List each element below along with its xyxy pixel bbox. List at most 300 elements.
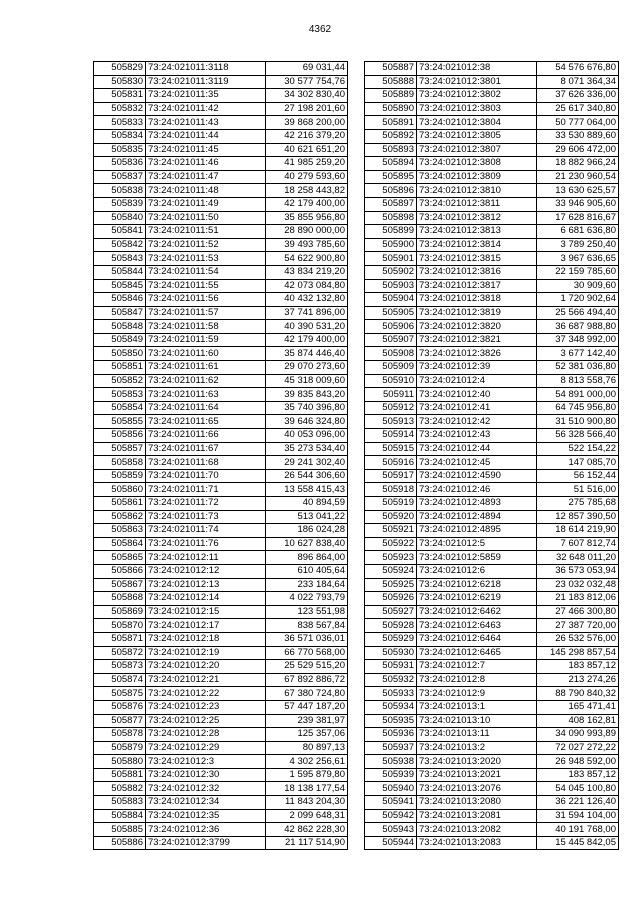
register-table-right	[364, 61, 619, 850]
row-number: 505866	[94, 564, 146, 578]
cadastral-number: 73:24:021013:11	[417, 728, 537, 742]
table-row	[365, 578, 619, 592]
table-row	[94, 197, 348, 211]
cadastral-value: 28 890 000,00	[266, 225, 348, 239]
cadastral-value: 31 510 900,80	[537, 415, 619, 429]
cadastral-value: 36 221 126,40	[537, 796, 619, 810]
cadastral-number: 73:24:021013:2080	[417, 796, 537, 810]
cadastral-value: 513 041,22	[266, 510, 348, 524]
row-number: 505903	[365, 279, 417, 293]
row-number: 505884	[94, 809, 146, 823]
table-row	[94, 265, 348, 279]
cadastral-value: 147 085,70	[537, 456, 619, 470]
row-number: 505877	[94, 714, 146, 728]
table-row	[365, 429, 619, 443]
cadastral-number: 73:24:021012:34	[146, 796, 266, 810]
cadastral-value: 1 595 879,80	[266, 768, 348, 782]
cadastral-value: 4 022 793,79	[266, 592, 348, 606]
table-row	[94, 306, 348, 320]
row-number: 505916	[365, 456, 417, 470]
cadastral-number: 73:24:021011:61	[146, 361, 266, 375]
row-number: 505857	[94, 442, 146, 456]
row-number: 505908	[365, 347, 417, 361]
cadastral-value: 40 279 593,60	[266, 170, 348, 184]
table-row	[94, 157, 348, 171]
cadastral-value: 213 274,26	[537, 673, 619, 687]
table-row	[365, 687, 619, 701]
cadastral-number: 73:24:021011:42	[146, 102, 266, 116]
cadastral-number: 73:24:021012:6219	[417, 592, 537, 606]
row-number: 505923	[365, 551, 417, 565]
table-row	[94, 605, 348, 619]
row-number: 505867	[94, 578, 146, 592]
table-row	[94, 333, 348, 347]
cadastral-value: 8 813 558,76	[537, 374, 619, 388]
table-row	[365, 673, 619, 687]
row-number: 505893	[365, 143, 417, 157]
row-number: 505894	[365, 157, 417, 171]
cadastral-number: 73:24:021011:47	[146, 170, 266, 184]
cadastral-number: 73:24:021012:3809	[417, 170, 537, 184]
table-row	[365, 374, 619, 388]
table-row	[94, 170, 348, 184]
page-number: 4362	[308, 24, 332, 35]
row-number: 505872	[94, 646, 146, 660]
cadastral-number: 73:24:021011:44	[146, 129, 266, 143]
table-row	[94, 741, 348, 755]
table-row	[365, 388, 619, 402]
table-row	[365, 646, 619, 660]
cadastral-number: 73:24:021012:25	[146, 714, 266, 728]
table-row	[365, 116, 619, 130]
table-row	[365, 592, 619, 606]
table-row	[365, 510, 619, 524]
table-row	[365, 102, 619, 116]
cadastral-number: 73:24:021011:64	[146, 401, 266, 415]
cadastral-value: 36 571 036,01	[266, 632, 348, 646]
cadastral-number: 73:24:021012:3808	[417, 157, 537, 171]
cadastral-value: 34 090 993,89	[537, 728, 619, 742]
cadastral-value: 41 985 259,20	[266, 157, 348, 171]
table-row	[94, 836, 348, 850]
row-number: 505837	[94, 170, 146, 184]
row-number: 505936	[365, 728, 417, 742]
table-row	[94, 456, 348, 470]
table-row	[94, 293, 348, 307]
cadastral-value: 35 740 396,80	[266, 401, 348, 415]
cadastral-value: 408 162,81	[537, 714, 619, 728]
cadastral-number: 73:24:021012:3	[146, 755, 266, 769]
cadastral-value: 13 630 625,57	[537, 184, 619, 198]
cadastral-value: 57 447 187,20	[266, 700, 348, 714]
cadastral-value: 64 745 956,80	[537, 401, 619, 415]
table-row	[94, 116, 348, 130]
cadastral-value: 21 117 514,90	[266, 836, 348, 850]
cadastral-value: 40 390 531,20	[266, 320, 348, 334]
cadastral-value: 7 607 812,74	[537, 537, 619, 551]
cadastral-number: 73:24:021011:45	[146, 143, 266, 157]
row-number: 505852	[94, 374, 146, 388]
table-row	[94, 415, 348, 429]
cadastral-value: 2 099 648,31	[266, 809, 348, 823]
cadastral-value: 23 032 032,48	[537, 578, 619, 592]
cadastral-value: 165 471,41	[537, 700, 619, 714]
cadastral-value: 26 948 592,00	[537, 755, 619, 769]
row-number: 505838	[94, 184, 146, 198]
table-row	[365, 551, 619, 565]
row-number: 505862	[94, 510, 146, 524]
cadastral-value: 25 617 340,80	[537, 102, 619, 116]
row-number: 505850	[94, 347, 146, 361]
cadastral-number: 73:24:021012:3803	[417, 102, 537, 116]
row-number: 505918	[365, 483, 417, 497]
cadastral-value: 6 681 636,80	[537, 225, 619, 239]
cadastral-number: 73:24:021011:67	[146, 442, 266, 456]
cadastral-value: 51 516,00	[537, 483, 619, 497]
table-row	[94, 632, 348, 646]
row-number: 505890	[365, 102, 417, 116]
cadastral-number: 73:24:021011:53	[146, 252, 266, 266]
cadastral-value: 37 741 896,00	[266, 306, 348, 320]
row-number: 505845	[94, 279, 146, 293]
cadastral-number: 73:24:021012:4893	[417, 497, 537, 511]
cadastral-number: 73:24:021012:38	[417, 62, 537, 76]
cadastral-number: 73:24:021012:9	[417, 687, 537, 701]
cadastral-number: 73:24:021012:12	[146, 564, 266, 578]
table-row	[94, 89, 348, 103]
table-row	[365, 293, 619, 307]
cadastral-number: 73:24:021012:40	[417, 388, 537, 402]
row-number: 505846	[94, 293, 146, 307]
table-row	[365, 184, 619, 198]
cadastral-number: 73:24:021011:35	[146, 89, 266, 103]
row-number: 505913	[365, 415, 417, 429]
row-number: 505901	[365, 252, 417, 266]
table-row	[365, 62, 619, 76]
table-row	[365, 836, 619, 850]
row-number: 505858	[94, 456, 146, 470]
table-row	[94, 238, 348, 252]
cadastral-value: 275 785,68	[537, 497, 619, 511]
cadastral-number: 73:24:021011:73	[146, 510, 266, 524]
row-number: 505938	[365, 755, 417, 769]
table-row	[94, 225, 348, 239]
cadastral-number: 73:24:021012:4	[417, 374, 537, 388]
table-row	[365, 755, 619, 769]
cadastral-value: 42 216 379,20	[266, 129, 348, 143]
cadastral-value: 29 606 472,00	[537, 143, 619, 157]
table-row	[94, 768, 348, 782]
cadastral-value: 522 154,22	[537, 442, 619, 456]
row-number: 505904	[365, 293, 417, 307]
cadastral-number: 73:24:021012:30	[146, 768, 266, 782]
cadastral-number: 73:24:021012:3821	[417, 333, 537, 347]
row-number: 505870	[94, 619, 146, 633]
row-number: 505900	[365, 238, 417, 252]
table-row	[365, 279, 619, 293]
row-number: 505848	[94, 320, 146, 334]
cadastral-number: 73:24:021012:3826	[417, 347, 537, 361]
cadastral-number: 73:24:021013:2082	[417, 823, 537, 837]
cadastral-value: 233 184,64	[266, 578, 348, 592]
cadastral-value: 40 191 768,00	[537, 823, 619, 837]
cadastral-value: 40 053 096,00	[266, 429, 348, 443]
register-table-left	[93, 61, 348, 850]
cadastral-number: 73:24:021011:58	[146, 320, 266, 334]
row-number: 505929	[365, 632, 417, 646]
row-number: 505863	[94, 524, 146, 538]
row-number: 505907	[365, 333, 417, 347]
table-row	[365, 197, 619, 211]
cadastral-number: 73:24:021011:60	[146, 347, 266, 361]
cadastral-value: 27 387 720,00	[537, 619, 619, 633]
cadastral-value: 35 273 534,40	[266, 442, 348, 456]
table-row	[94, 211, 348, 225]
row-number: 505921	[365, 524, 417, 538]
cadastral-number: 73:24:021011:3118	[146, 62, 266, 76]
row-number: 505915	[365, 442, 417, 456]
cadastral-number: 73:24:021012:11	[146, 551, 266, 565]
table-row	[365, 537, 619, 551]
row-number: 505898	[365, 211, 417, 225]
cadastral-number: 73:24:021012:3817	[417, 279, 537, 293]
table-row	[94, 401, 348, 415]
cadastral-value: 42 073 084,80	[266, 279, 348, 293]
table-row	[365, 823, 619, 837]
row-number: 505849	[94, 333, 146, 347]
row-number: 505879	[94, 741, 146, 755]
cadastral-value: 25 566 494,40	[537, 306, 619, 320]
cadastral-value: 3 967 636,65	[537, 252, 619, 266]
cadastral-value: 11 843 204,30	[266, 796, 348, 810]
table-row	[94, 347, 348, 361]
row-number: 505909	[365, 361, 417, 375]
table-row	[94, 374, 348, 388]
cadastral-number: 73:24:021013:2076	[417, 782, 537, 796]
row-number: 505931	[365, 660, 417, 674]
cadastral-value: 22 159 785,60	[537, 265, 619, 279]
cadastral-number: 73:24:021012:6	[417, 564, 537, 578]
row-number: 505935	[365, 714, 417, 728]
cadastral-number: 73:24:021011:66	[146, 429, 266, 443]
table-row	[94, 700, 348, 714]
cadastral-number: 73:24:021012:3811	[417, 197, 537, 211]
cadastral-value: 32 648 011,20	[537, 551, 619, 565]
cadastral-value: 37 348 992,00	[537, 333, 619, 347]
cadastral-number: 73:24:021012:3807	[417, 143, 537, 157]
table-row	[94, 578, 348, 592]
row-number: 505896	[365, 184, 417, 198]
cadastral-number: 73:24:021012:4895	[417, 524, 537, 538]
row-number: 505829	[94, 62, 146, 76]
row-number: 505933	[365, 687, 417, 701]
row-number: 505932	[365, 673, 417, 687]
cadastral-value: 896 864,00	[266, 551, 348, 565]
row-number: 505883	[94, 796, 146, 810]
cadastral-number: 73:24:021012:36	[146, 823, 266, 837]
table-row	[94, 564, 348, 578]
cadastral-value: 610 405,64	[266, 564, 348, 578]
table-row	[365, 347, 619, 361]
cadastral-value: 26 544 306,60	[266, 469, 348, 483]
cadastral-number: 73:24:021011:52	[146, 238, 266, 252]
cadastral-number: 73:24:021011:72	[146, 497, 266, 511]
row-number: 505860	[94, 483, 146, 497]
table-row	[365, 320, 619, 334]
cadastral-value: 25 529 515,20	[266, 660, 348, 674]
cadastral-number: 73:24:021011:63	[146, 388, 266, 402]
cadastral-number: 73:24:021011:43	[146, 116, 266, 130]
table-row	[94, 646, 348, 660]
cadastral-value: 18 614 219,90	[537, 524, 619, 538]
table-row	[94, 252, 348, 266]
table-row	[365, 605, 619, 619]
cadastral-value: 21 183 812,06	[537, 592, 619, 606]
table-row	[94, 796, 348, 810]
cadastral-value: 33 530 889,60	[537, 129, 619, 143]
row-number: 505924	[365, 564, 417, 578]
row-number: 505871	[94, 632, 146, 646]
cadastral-number: 73:24:021013:2021	[417, 768, 537, 782]
row-number: 505914	[365, 429, 417, 443]
cadastral-number: 73:24:021011:74	[146, 524, 266, 538]
row-number: 505840	[94, 211, 146, 225]
cadastral-value: 54 622 900,80	[266, 252, 348, 266]
cadastral-value: 26 532 576,00	[537, 632, 619, 646]
cadastral-number: 73:24:021012:14	[146, 592, 266, 606]
cadastral-number: 73:24:021011:54	[146, 265, 266, 279]
table-row	[365, 211, 619, 225]
cadastral-number: 73:24:021012:19	[146, 646, 266, 660]
cadastral-number: 73:24:021012:28	[146, 728, 266, 742]
table-row	[94, 279, 348, 293]
table-row	[365, 632, 619, 646]
cadastral-number: 73:24:021011:71	[146, 483, 266, 497]
cadastral-value: 21 230 960,54	[537, 170, 619, 184]
table-row	[94, 320, 348, 334]
table-row	[94, 809, 348, 823]
row-number: 505832	[94, 102, 146, 116]
table-row	[94, 388, 348, 402]
table-row	[94, 442, 348, 456]
row-number: 505902	[365, 265, 417, 279]
cadastral-number: 73:24:021012:6465	[417, 646, 537, 660]
cadastral-number: 73:24:021011:65	[146, 415, 266, 429]
row-number: 505905	[365, 306, 417, 320]
table-row	[94, 62, 348, 76]
table-row	[94, 551, 348, 565]
cadastral-number: 73:24:021011:51	[146, 225, 266, 239]
table-row	[365, 252, 619, 266]
cadastral-value: 29 070 273,60	[266, 361, 348, 375]
row-number: 505912	[365, 401, 417, 415]
table-row	[365, 75, 619, 89]
cadastral-number: 73:24:021012:23	[146, 700, 266, 714]
cadastral-value: 18 882 966,24	[537, 157, 619, 171]
row-number: 505897	[365, 197, 417, 211]
cadastral-value: 13 558 415,43	[266, 483, 348, 497]
table-row	[365, 456, 619, 470]
cadastral-value: 4 302 256,61	[266, 755, 348, 769]
row-number: 505888	[365, 75, 417, 89]
cadastral-value: 36 687 988,80	[537, 320, 619, 334]
cadastral-value: 35 855 956,80	[266, 211, 348, 225]
cadastral-number: 73:24:021012:3819	[417, 306, 537, 320]
row-number: 505887	[365, 62, 417, 76]
cadastral-value: 145 298 857,54	[537, 646, 619, 660]
table-row	[365, 768, 619, 782]
cadastral-value: 8 071 364,34	[537, 75, 619, 89]
row-number: 505922	[365, 537, 417, 551]
table-row	[365, 129, 619, 143]
row-number: 505868	[94, 592, 146, 606]
table-row	[365, 225, 619, 239]
cadastral-value: 56 328 566,40	[537, 429, 619, 443]
row-number: 505899	[365, 225, 417, 239]
table-row	[94, 673, 348, 687]
row-number: 505859	[94, 469, 146, 483]
row-number: 505927	[365, 605, 417, 619]
cadastral-number: 73:24:021011:48	[146, 184, 266, 198]
table-row	[365, 809, 619, 823]
cadastral-number: 73:24:021012:3816	[417, 265, 537, 279]
row-number: 505934	[365, 700, 417, 714]
cadastral-value: 30 909,60	[537, 279, 619, 293]
row-number: 505851	[94, 361, 146, 375]
row-number: 505842	[94, 238, 146, 252]
row-number: 505841	[94, 225, 146, 239]
cadastral-number: 73:24:021012:32	[146, 782, 266, 796]
cadastral-number: 73:24:021011:57	[146, 306, 266, 320]
cadastral-number: 73:24:021012:15	[146, 605, 266, 619]
row-number: 505944	[365, 836, 417, 850]
cadastral-number: 73:24:021012:22	[146, 687, 266, 701]
cadastral-number: 73:24:021013:2081	[417, 809, 537, 823]
table-row	[365, 157, 619, 171]
row-number: 505891	[365, 116, 417, 130]
cadastral-value: 42 179 400,00	[266, 333, 348, 347]
table-row	[94, 129, 348, 143]
cadastral-number: 73:24:021013:2020	[417, 755, 537, 769]
cadastral-number: 73:24:021012:5859	[417, 551, 537, 565]
cadastral-number: 73:24:021012:3804	[417, 116, 537, 130]
cadastral-value: 54 576 676,80	[537, 62, 619, 76]
row-number: 505831	[94, 89, 146, 103]
table-row	[94, 592, 348, 606]
row-number: 505928	[365, 619, 417, 633]
row-number: 505835	[94, 143, 146, 157]
cadastral-number: 73:24:021012:46	[417, 483, 537, 497]
cadastral-value: 183 857,12	[537, 768, 619, 782]
cadastral-value: 186 024,28	[266, 524, 348, 538]
row-number: 505889	[365, 89, 417, 103]
row-number: 505861	[94, 497, 146, 511]
table-row	[94, 143, 348, 157]
table-row	[94, 660, 348, 674]
cadastral-value: 40 894,59	[266, 497, 348, 511]
cadastral-number: 73:24:021013:2083	[417, 836, 537, 850]
cadastral-value: 18 138 177,54	[266, 782, 348, 796]
row-number: 505844	[94, 265, 146, 279]
cadastral-number: 73:24:021012:44	[417, 442, 537, 456]
cadastral-value: 66 770 568,00	[266, 646, 348, 660]
cadastral-number: 73:24:021012:39	[417, 361, 537, 375]
cadastral-number: 73:24:021012:3814	[417, 238, 537, 252]
cadastral-value: 43 834 219,20	[266, 265, 348, 279]
table-row	[365, 483, 619, 497]
cadastral-value: 50 777 064,00	[537, 116, 619, 130]
cadastral-number: 73:24:021012:6464	[417, 632, 537, 646]
